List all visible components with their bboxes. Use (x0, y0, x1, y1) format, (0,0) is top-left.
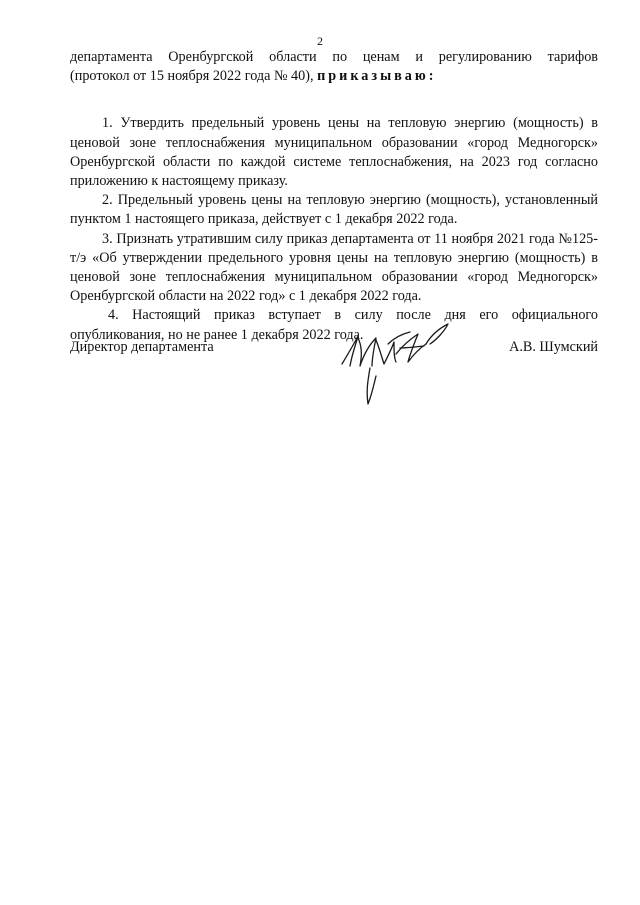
signatory-position: Директор департамента (70, 339, 214, 355)
decree-word: приказываю: (317, 68, 437, 85)
document-body (70, 48, 598, 345)
intro-line-1: департамента Оренбургской области по ценам и регулированию тарифов (70, 49, 598, 65)
spacer (70, 86, 598, 114)
signature-block (70, 338, 598, 408)
clause-1: 1. Утвердить предельный уровень цены на тепловую энергию (мощность) в ценовой зоне теплоснабжения муниципальном образовании «город Медногорск» Оренбургской области по каждой системе теплоснабжения, на 2023 год согласно приложению к настоящему приказу. (70, 115, 598, 190)
signatory-name: А.В. Шумский (509, 339, 598, 355)
page-number: 2 (317, 34, 323, 48)
clause-3: 3. Признать утратившим силу приказ департамента от 11 ноября 2021 года №125-т/э «Об утверждении предельного уровня цены на тепловую энергию (мощность) в ценовой зоне теплоснабжения муниципальном образовании «город Медногорск» Оренбургской области на 2022 год» с 1 декабря 2022 года. (70, 230, 598, 305)
clause-4: 4. Настоящий приказ вступает в силу после дня его официального опубликования, но не ранее 1 декабря 2022 года. (70, 307, 598, 343)
handwritten-signature (332, 314, 462, 410)
intro-paragraph-2 (70, 67, 598, 86)
clause-2: 2. Предельный уровень цены на тепловую энергию (мощность), установленный пунктом 1 настоящего приказа, действует с 1 декабря 2022 года. (70, 192, 598, 228)
intro-line-2: (протокол от 15 ноября 2022 года № 40), (70, 68, 318, 85)
intro-paragraph (70, 48, 598, 67)
